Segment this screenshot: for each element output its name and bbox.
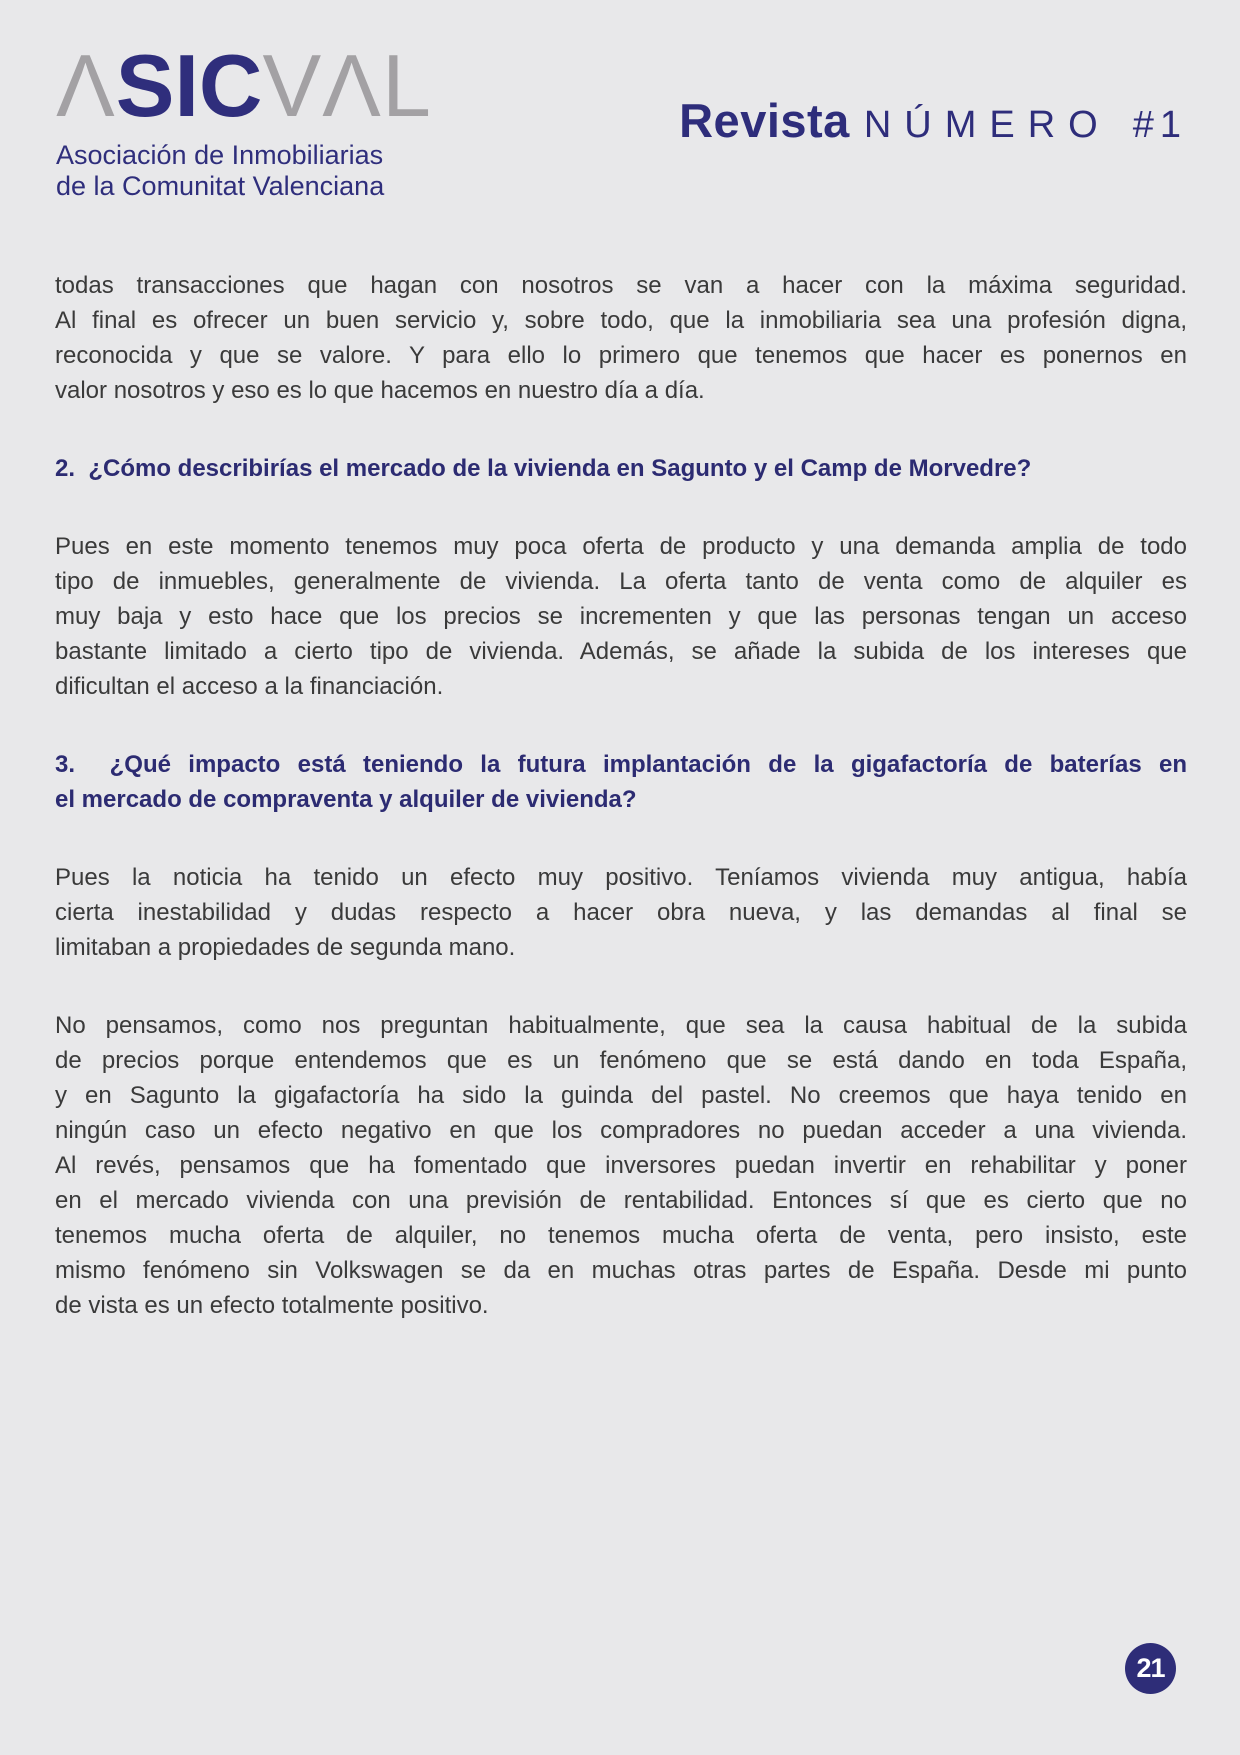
text-line: tenemos mucha oferta de alquiler, no tenemos mucha oferta de venta, pero insisto, este	[55, 1222, 1187, 1249]
text-line: limitaban a propiedades de segunda mano.	[55, 934, 516, 961]
text-line: tipo de inmuebles, generalmente de vivienda. La oferta tanto de venta como de alquiler es	[55, 568, 1187, 595]
logo-letter-a: Λ	[56, 36, 116, 135]
masthead	[679, 93, 1187, 148]
text-line: todas transacciones que hagan con nosotros se van a hacer con la máxima seguridad.	[55, 272, 1187, 299]
logo-tagline-line2: de la Comunitat Valenciana	[56, 171, 385, 201]
text-line: valor nosotros y eso es lo que hacemos en nuestro día a día.	[55, 377, 705, 404]
question-heading-3	[55, 747, 1187, 817]
text-line: Al revés, pensamos que ha fomentado que inversores puedan invertir en rehabilitar y poner	[55, 1152, 1187, 1179]
text-line: 3. ¿Qué impacto está teniendo la futura implantación de la gigafactoría de baterías en	[55, 751, 1187, 778]
masthead-title: Revista	[679, 94, 850, 147]
logo-tagline-line1: Asociación de Inmobiliarias	[56, 140, 384, 170]
masthead-issue-number: #1	[1132, 104, 1187, 146]
answer-paragraph-2	[55, 529, 1187, 704]
answer-paragraph-3a	[55, 860, 1187, 965]
text-line: cierta inestabilidad y dudas respecto a hacer obra nueva, y las demandas al final se	[55, 899, 1187, 926]
text-line: en el mercado vivienda con una previsión de rentabilidad. Entonces sí que es cierto que no	[55, 1187, 1187, 1214]
text-line: reconocida y que se valore. Y para ello lo primero que tenemos que hacer es ponernos en	[55, 342, 1187, 369]
text-line: de precios porque entendemos que es un fenómeno que se está dando en toda España,	[55, 1047, 1187, 1074]
text-line: Pues la noticia ha tenido un efecto muy positivo. Teníamos vivienda muy antigua, había	[55, 864, 1187, 891]
question-heading-2	[55, 451, 1187, 486]
text-line: bastante limitado a cierto tipo de vivienda. Además, se añade la subida de los intereses que	[55, 638, 1187, 665]
paragraph-continuation	[55, 268, 1187, 408]
text-line: ningún caso un efecto negativo en que los compradores no puedan acceder a una vivienda.	[55, 1117, 1187, 1144]
text-line: 2. ¿Cómo describirías el mercado de la vivienda en Sagunto y el Camp de Morvedre?	[55, 455, 1032, 482]
text-line: de vista es un efecto totalmente positivo.	[55, 1292, 489, 1319]
text-line: Al final es ofrecer un buen servicio y, sobre todo, que la inmobiliaria sea una profesión digna,	[55, 307, 1187, 334]
logo-letters-sic: SIC	[115, 36, 263, 135]
asicval-wordmark	[56, 36, 432, 135]
text-line: el mercado de compraventa y alquiler de vivienda?	[55, 786, 637, 813]
page-number-badge	[1125, 1643, 1176, 1694]
answer-paragraph-3b	[55, 1008, 1187, 1323]
asicval-logo	[56, 36, 432, 202]
text-line: muy baja y esto hace que los precios se incrementen y que las personas tengan un acceso	[55, 603, 1187, 630]
text-line: Pues en este momento tenemos muy poca oferta de producto y una demanda amplia de todo	[55, 533, 1187, 560]
article-body	[55, 268, 1187, 1366]
logo-letters-val: VΛL	[262, 36, 432, 135]
logo-tagline	[56, 140, 432, 202]
page-number: 21	[1136, 1653, 1165, 1683]
text-line: No pensamos, como nos preguntan habitualmente, que sea la causa habitual de la subida	[55, 1012, 1187, 1039]
text-line: y en Sagunto la gigafactoría ha sido la guinda del pastel. No creemos que haya tenido en	[55, 1082, 1187, 1109]
masthead-issue-label: NÚMERO	[863, 104, 1111, 146]
text-line: dificultan el acceso a la financiación.	[55, 673, 444, 700]
text-line: mismo fenómeno sin Volkswagen se da en muchas otras partes de España. Desde mi punto	[55, 1257, 1187, 1284]
